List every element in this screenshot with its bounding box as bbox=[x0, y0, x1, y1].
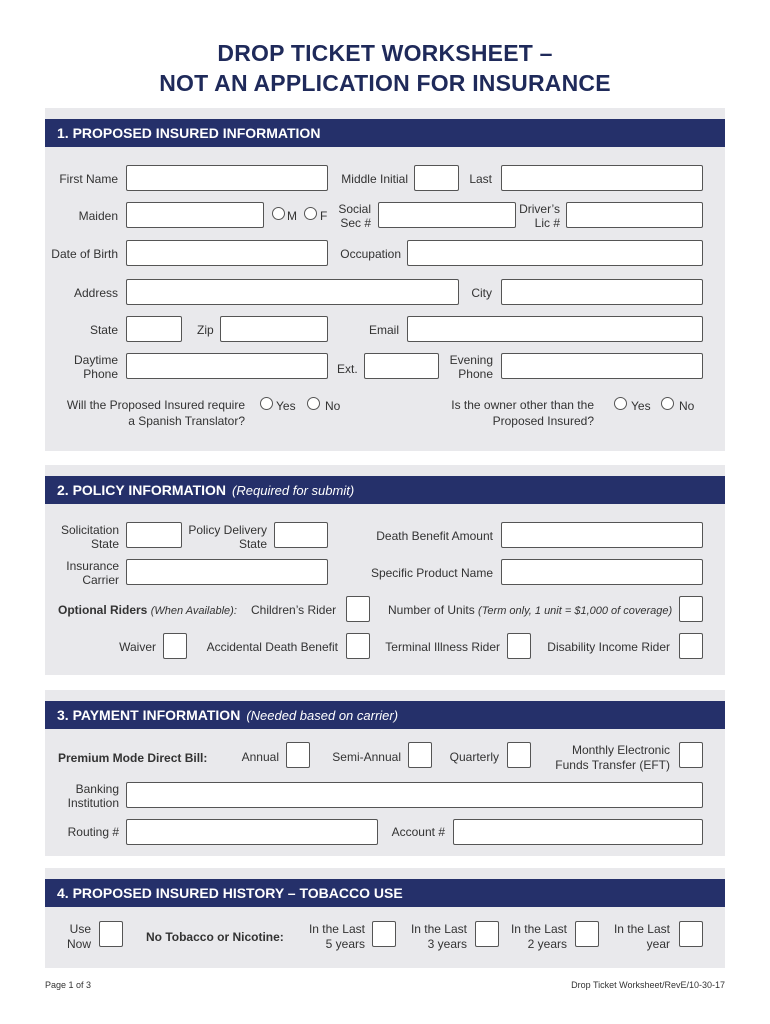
city-field[interactable] bbox=[501, 279, 703, 305]
gender-f-radio[interactable] bbox=[304, 207, 317, 220]
last-5-years-label-2: 5 years bbox=[325, 937, 365, 951]
last-1-year-checkbox[interactable] bbox=[679, 921, 703, 947]
zip-field[interactable] bbox=[220, 316, 328, 342]
translator-yes-label: Yes bbox=[276, 399, 296, 413]
occupation-field[interactable] bbox=[407, 240, 703, 266]
dob-label: Date of Birth bbox=[51, 247, 118, 261]
solicitation-label-1: Solicitation bbox=[60, 523, 119, 537]
occupation-label: Occupation bbox=[340, 247, 401, 261]
translator-question-1: Will the Proposed Insured require bbox=[66, 398, 245, 412]
translator-yes-radio[interactable] bbox=[260, 397, 273, 410]
waiver-checkbox[interactable] bbox=[163, 633, 187, 659]
disability-income-label: Disability Income Rider bbox=[547, 640, 670, 654]
section4-title: 4. PROPOSED INSURED HISTORY – TOBACCO USE bbox=[57, 885, 403, 901]
terminal-illness-checkbox[interactable] bbox=[507, 633, 531, 659]
section2-title: 2. POLICY INFORMATION bbox=[57, 482, 227, 498]
solicitation-label-2: State bbox=[90, 537, 119, 551]
middle-initial-label: Middle Initial bbox=[341, 172, 408, 186]
no-tobacco-label: No Tobacco or Nicotine: bbox=[146, 930, 284, 944]
email-field[interactable] bbox=[407, 316, 703, 342]
semi-annual-checkbox[interactable] bbox=[408, 742, 432, 768]
disability-income-checkbox[interactable] bbox=[679, 633, 703, 659]
drivers-label-1: Driver’s bbox=[519, 202, 560, 216]
policy-delivery-state-field[interactable] bbox=[274, 522, 328, 548]
owner-yes-radio[interactable] bbox=[614, 397, 627, 410]
owner-question-2: Proposed Insured? bbox=[492, 414, 594, 428]
premium-mode-label: Premium Mode Direct Bill: bbox=[58, 751, 208, 765]
last-name-label: Last bbox=[469, 172, 492, 186]
last-5-years-label-1: In the Last bbox=[308, 922, 365, 936]
evening-phone-field[interactable] bbox=[501, 353, 703, 379]
daytime-label-1: Daytime bbox=[73, 353, 118, 367]
insurance-carrier-label-2: Carrier bbox=[82, 573, 119, 587]
specific-product-label: Specific Product Name bbox=[370, 566, 493, 580]
use-now-label-2: Now bbox=[66, 937, 91, 951]
optional-riders-label bbox=[58, 603, 237, 618]
insurance-carrier-field[interactable] bbox=[126, 559, 328, 585]
terminal-illness-label: Terminal Illness Rider bbox=[385, 640, 500, 654]
dob-field[interactable] bbox=[126, 240, 328, 266]
last-1-year-label-1: In the Last bbox=[613, 922, 670, 936]
section2-header bbox=[45, 476, 725, 504]
when-available-text: (When Available): bbox=[150, 605, 237, 617]
annual-checkbox[interactable] bbox=[286, 742, 310, 768]
section2-subtitle: (Required for submit) bbox=[232, 483, 355, 498]
translator-no-radio[interactable] bbox=[307, 397, 320, 410]
section3-title: 3. PAYMENT INFORMATION bbox=[57, 707, 241, 723]
maiden-label: Maiden bbox=[78, 209, 118, 223]
number-of-units-text: Number of Units bbox=[388, 603, 475, 617]
quarterly-checkbox[interactable] bbox=[507, 742, 531, 768]
banking-label-1: Banking bbox=[75, 782, 119, 796]
evening-label-1: Evening bbox=[449, 353, 493, 367]
revision-label: Drop Ticket Worksheet/RevE/10-30-17 bbox=[571, 980, 725, 990]
page-number: Page 1 of 3 bbox=[45, 980, 92, 990]
death-benefit-field[interactable] bbox=[501, 522, 703, 548]
ssn-field[interactable] bbox=[378, 202, 516, 228]
gender-f-label: F bbox=[320, 209, 328, 223]
last-3-years-label-2: 3 years bbox=[427, 937, 467, 951]
monthly-eft-checkbox[interactable] bbox=[679, 742, 703, 768]
semi-annual-label: Semi-Annual bbox=[332, 750, 401, 764]
quarterly-label: Quarterly bbox=[449, 750, 499, 764]
social-label-1: Social bbox=[338, 202, 371, 216]
accidental-death-label: Accidental Death Benefit bbox=[206, 640, 338, 654]
gender-m-radio[interactable] bbox=[272, 207, 285, 220]
use-now-label-1: Use bbox=[69, 922, 91, 936]
state-field[interactable] bbox=[126, 316, 182, 342]
first-name-field[interactable] bbox=[126, 165, 328, 191]
address-label: Address bbox=[73, 286, 118, 300]
optional-riders-text: Optional Riders bbox=[58, 603, 148, 617]
drivers-license-field[interactable] bbox=[566, 202, 703, 228]
accidental-death-checkbox[interactable] bbox=[346, 633, 370, 659]
gender-m-label: M bbox=[287, 209, 297, 223]
ext-field[interactable] bbox=[364, 353, 439, 379]
death-benefit-label: Death Benefit Amount bbox=[376, 529, 493, 543]
units-note-text: (Term only, 1 unit = $1,000 of coverage) bbox=[478, 605, 673, 617]
owner-no-radio[interactable] bbox=[661, 397, 674, 410]
section1-title: 1. PROPOSED INSURED INFORMATION bbox=[57, 125, 321, 141]
last-2-years-label-1: In the Last bbox=[510, 922, 567, 936]
monthly-eft-label-2: Funds Transfer (EFT) bbox=[555, 758, 670, 772]
waiver-label: Waiver bbox=[119, 640, 156, 654]
banking-label-2: Institution bbox=[67, 796, 119, 810]
account-label: Account # bbox=[391, 825, 445, 839]
routing-label: Routing # bbox=[67, 825, 119, 839]
section3-header bbox=[45, 701, 725, 729]
section1-header bbox=[45, 119, 725, 147]
routing-number-field[interactable] bbox=[126, 819, 378, 845]
daytime-phone-field[interactable] bbox=[126, 353, 328, 379]
last-name-field[interactable] bbox=[501, 165, 703, 191]
last-2-years-label-2: 2 years bbox=[527, 937, 567, 951]
number-of-units-field[interactable] bbox=[679, 596, 703, 622]
owner-yes-label: Yes bbox=[631, 399, 651, 413]
owner-no-label: No bbox=[679, 399, 695, 413]
banking-institution-field[interactable] bbox=[126, 782, 703, 808]
zip-label: Zip bbox=[197, 323, 214, 337]
page-title-line1: DROP TICKET WORKSHEET – bbox=[217, 40, 553, 66]
account-number-field[interactable] bbox=[453, 819, 703, 845]
section4-header bbox=[45, 879, 725, 907]
first-name-label: First Name bbox=[59, 172, 118, 186]
use-now-checkbox[interactable] bbox=[99, 921, 123, 947]
section3-subtitle: (Needed based on carrier) bbox=[246, 708, 399, 723]
drivers-label-2: Lic # bbox=[534, 216, 560, 230]
city-label: City bbox=[471, 286, 492, 300]
policy-delivery-label-1: Policy Delivery bbox=[188, 523, 267, 537]
last-1-year-label-2: year bbox=[646, 937, 670, 951]
address-field[interactable] bbox=[126, 279, 459, 305]
daytime-label-2: Phone bbox=[83, 367, 118, 381]
monthly-eft-label-1: Monthly Electronic bbox=[571, 743, 670, 757]
childrens-rider-checkbox[interactable] bbox=[346, 596, 370, 622]
translator-question-2: a Spanish Translator? bbox=[128, 414, 245, 428]
specific-product-field[interactable] bbox=[501, 559, 703, 585]
annual-label: Annual bbox=[241, 750, 279, 764]
ext-label: Ext. bbox=[337, 362, 358, 376]
maiden-field[interactable] bbox=[126, 202, 264, 228]
insurance-carrier-label-1: Insurance bbox=[66, 559, 119, 573]
last-3-years-label-1: In the Last bbox=[410, 922, 467, 936]
state-label: State bbox=[89, 323, 118, 337]
owner-question-1: Is the owner other than the bbox=[451, 398, 594, 412]
solicitation-state-field[interactable] bbox=[126, 522, 182, 548]
childrens-rider-label: Children’s Rider bbox=[251, 603, 337, 617]
number-of-units-label bbox=[388, 603, 672, 618]
email-label: Email bbox=[368, 323, 399, 337]
middle-initial-field[interactable] bbox=[414, 165, 459, 191]
translator-no-label: No bbox=[325, 399, 341, 413]
social-label-2: Sec # bbox=[340, 216, 371, 230]
evening-label-2: Phone bbox=[458, 367, 493, 381]
policy-delivery-label-2: State bbox=[238, 537, 267, 551]
page-title-line2: NOT AN APPLICATION FOR INSURANCE bbox=[159, 70, 611, 96]
